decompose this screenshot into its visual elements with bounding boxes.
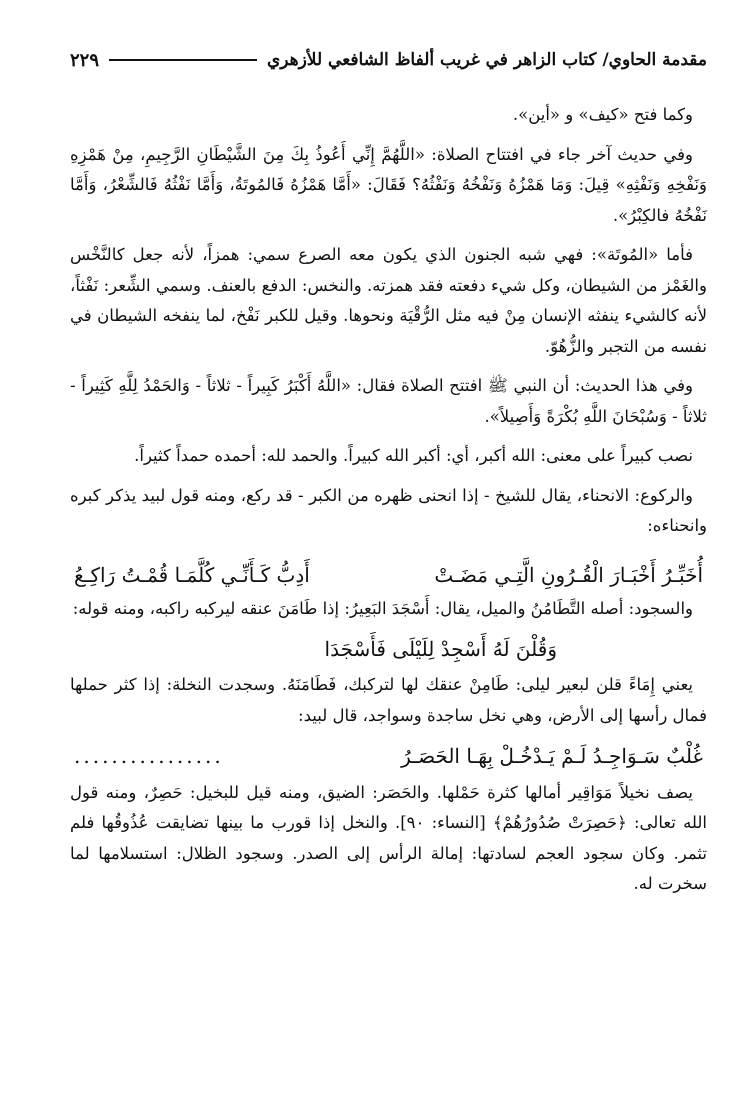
header-title: مقدمة الحاوي/ كتاب الزاهر في غريب ألفاظ الشافعي للأزهري bbox=[266, 50, 707, 70]
verse-hemistich-left-2: غُلْبٌ سَـوَاجِـدُ لَـمْ يَـدْخُـلْ بِهَـا الحَصَـرُ bbox=[401, 744, 703, 768]
paragraph-2: وفي حديث آخر جاء في افتتاح الصلاة: «اللَّهُمَّ إِنِّي أَعُوذُ بِكَ مِنَ الشَّيْطَانِ الرَّجِيمِ، مِنْ هَمْزِهِ وَنَفْخِهِ وَنَفْثِهِ» قِيلَ: وَمَا هَمْزُهُ وَنَفْخُهُ وَنَفْثُهُ؟ فَقَالَ: «أَمَّا هَمْزُهُ فَالمُوتَةُ، وَأَمَّا نَفْثُهُ فَالشِّعْرُ، وَأَمَّا نَفْخُهُ فالكِبْرُ». bbox=[70, 144, 707, 225]
running-header bbox=[70, 46, 707, 74]
header-rule bbox=[109, 59, 257, 61]
verse-line-sajada: وَقُلْنَ لَهُ أَسْجِدْ لِلَيْلَى فَأَسْجَدَا bbox=[324, 636, 557, 661]
paragraph-7: والسجود: أصله التَّطَامُنُ والميل، يقال: أَسْجَدَ البَعِيرُ: إذا طَامَنَ عنقه ليركبه راكبه، ومنه قوله: bbox=[72, 599, 693, 618]
page-number: ٢٢٩ bbox=[70, 49, 100, 71]
verse-lines-sawajid bbox=[70, 741, 707, 772]
verse-lines-labid bbox=[70, 560, 707, 591]
paragraph-1: وكما فتح «كيف» و «أين». bbox=[512, 105, 693, 124]
paragraph-4: وفي هذا الحديث: أن النبي ﷺ افتتح الصلاة فقال: «اللَّهُ أَكْبَرُ كَبِيراً - ثلاثاً - وَالحَمْدُ لِلَّهِ كَثِيراً - ثلاثاً - وَسُبْحَانَ اللَّهِ بُكْرَةً وَأَصِيلاً». bbox=[70, 376, 707, 426]
verse-ellipsis: ................ bbox=[74, 744, 224, 768]
paragraph-9: يصف نخيلاً مَوَاقِير أمالها كثرة حَمْلها. والحَصَر: الضيق، ومنه قيل للبخيل: حَصِرٌ، ومنه قول الله تعالى: ﴿حَصِرَتْ صُدُورُهُمْ﴾ [النساء: ٩٠]. والنخل إذا قورب ما بينها تضايقت عُذُوقُها فلم تثمر. وكان سجود العجم لسادتها: إمالة الرأس إلى الصدر. وسجود الظلال: استسلامها لما سخرت له. bbox=[70, 782, 707, 893]
paragraph-8: يعني إِمَاءً قلن لبعير ليلى: طَامِنْ عنقك لها لتركبك، فَطَامَنَهُ. وسجدت النخلة: إذا كثر حملها فمال رأسها إلى الأرض، وهي نخل ساجدة وسواجد، قال لبيد: bbox=[70, 675, 707, 725]
verse-hemistich-right: أُخَبِّـرُ أَخْبَـارَ الْقُـرُونِ الَّتِـي مَضَـتْ bbox=[434, 562, 703, 587]
verse-hemistich-left: أَدِبُّ كَـأَنِّـي كُلَّمَـا قُمْـتُ رَاكِـعُ bbox=[74, 562, 310, 587]
page-body bbox=[70, 100, 707, 909]
paragraph-5: نصب كبيراً على معنى: الله أكبر، أي: أكبر الله كبيراً. والحمد لله: أحمده حمداً كثيراً. bbox=[134, 446, 693, 465]
paragraph-3: فأما «المُوتَة»: فهي شبه الجنون الذي يكون معه الصرع سمي: همزاً، لأنه جعل كالنَّخْس والغَمْز من الشيطان، وكل شيء دفعته فقد همزته. والنخس: الدفع بالعنف. وسمي الشِّعر: نَفْثاً، لأنه كالشيء ينفثه الإنسان مِنْ فيه مثل الرُّقْيَة ونحوها. وقيل للكبر نَفْخ، لما ينفخه الشيطان في نفسه من التجبر والزُّهُوّ. bbox=[70, 245, 707, 356]
paragraph-6: والركوع: الانحناء، يقال للشيخ - إذا انحنى ظهره من الكبر - قد ركع، ومنه قول لبيد يذكر كبره وانحناءه: bbox=[70, 485, 707, 535]
